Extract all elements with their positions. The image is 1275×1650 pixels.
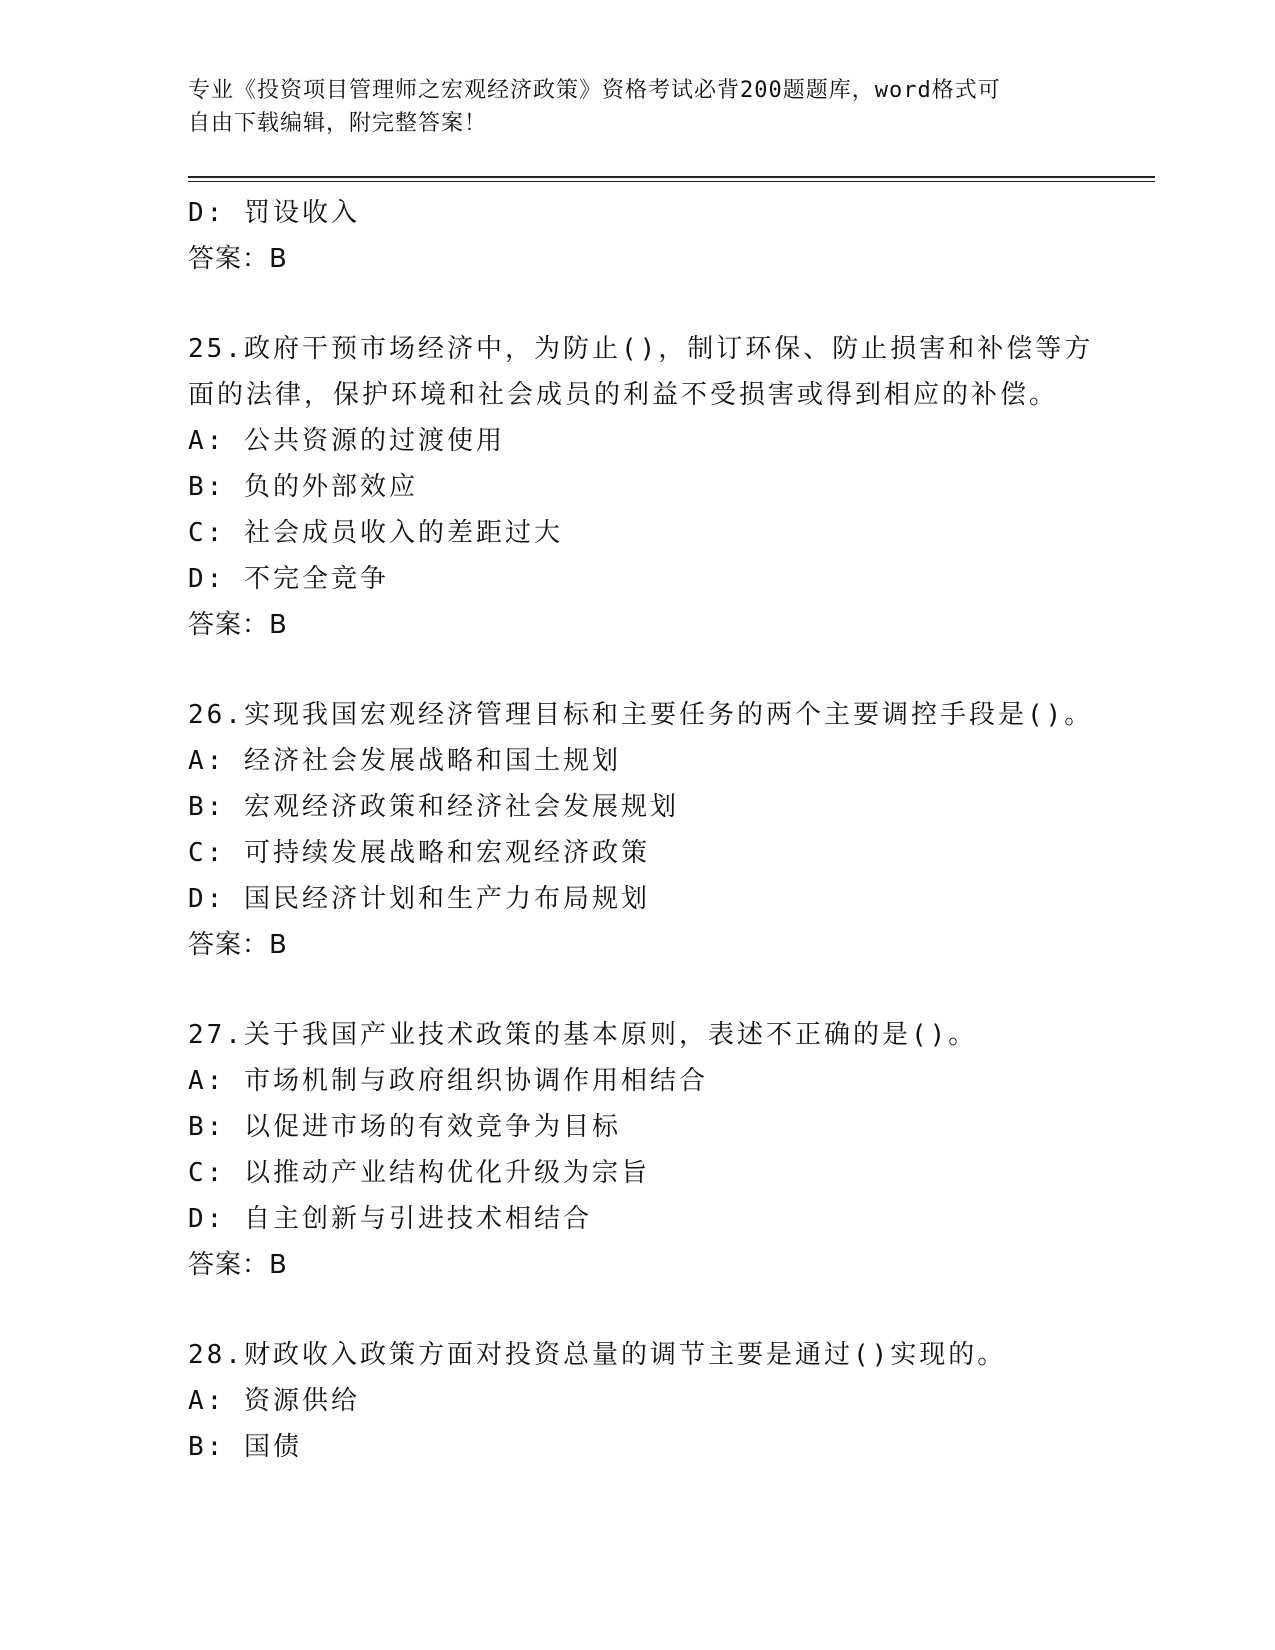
option-a: A: 公共资源的过渡使用 xyxy=(188,426,505,456)
previous-question-option-d: D: 罚设收入 xyxy=(188,198,360,228)
option-a: A: 经济社会发展战略和国土规划 xyxy=(188,746,621,776)
option-a: A: 资源供给 xyxy=(188,1386,360,1416)
option-c: C: 可持续发展战略和宏观经济政策 xyxy=(188,838,650,868)
option-d: D: 不完全竞争 xyxy=(188,564,389,594)
answer: 答案：B xyxy=(188,610,288,640)
option-b: B: 以促进市场的有效竞争为目标 xyxy=(188,1112,621,1142)
previous-question-answer: 答案：B xyxy=(188,244,288,274)
question-26 xyxy=(188,692,1094,968)
document-header xyxy=(188,74,1088,140)
header-divider-thick xyxy=(188,176,1155,178)
question-text-line: 25.政府干预市场经济中，为防止()，制订环保、防止损害和补偿等方 xyxy=(188,334,1094,364)
answer: 答案：B xyxy=(188,1250,288,1280)
option-d: D: 自主创新与引进技术相结合 xyxy=(188,1204,592,1234)
option-a: A: 市场机制与政府组织协调作用相结合 xyxy=(188,1066,708,1096)
question-text-line: 26.实现我国宏观经济管理目标和主要任务的两个主要调控手段是()。 xyxy=(188,700,1094,730)
header-divider-thin xyxy=(188,181,1155,182)
question-text-line: 面的法律，保护环境和社会成员的利益不受损害或得到相应的补偿。 xyxy=(188,380,1059,410)
option-b: B: 国债 xyxy=(188,1432,302,1462)
question-27 xyxy=(188,1012,1088,1288)
option-d: D: 国民经济计划和生产力布局规划 xyxy=(188,884,650,914)
option-b: B: 宏观经济政策和经济社会发展规划 xyxy=(188,792,679,822)
header-line-1: 专业《投资项目管理师之宏观经济政策》资格考试必背200题题库，word格式可 xyxy=(188,78,1001,103)
option-c: C: 以推动产业结构优化升级为宗旨 xyxy=(188,1158,650,1188)
question-28 xyxy=(188,1332,1088,1470)
question-text-line: 27.关于我国产业技术政策的基本原则，表述不正确的是()。 xyxy=(188,1020,978,1050)
option-b: B: 负的外部效应 xyxy=(188,472,418,502)
answer: 答案：B xyxy=(188,930,288,960)
header-line-2: 自由下载编辑，附完整答案！ xyxy=(188,111,488,136)
question-25 xyxy=(188,326,1094,648)
question-text-line: 28.财政收入政策方面对投资总量的调节主要是通过()实现的。 xyxy=(188,1340,1007,1370)
option-c: C: 社会成员收入的差距过大 xyxy=(188,518,563,548)
document-body xyxy=(188,190,1094,1470)
